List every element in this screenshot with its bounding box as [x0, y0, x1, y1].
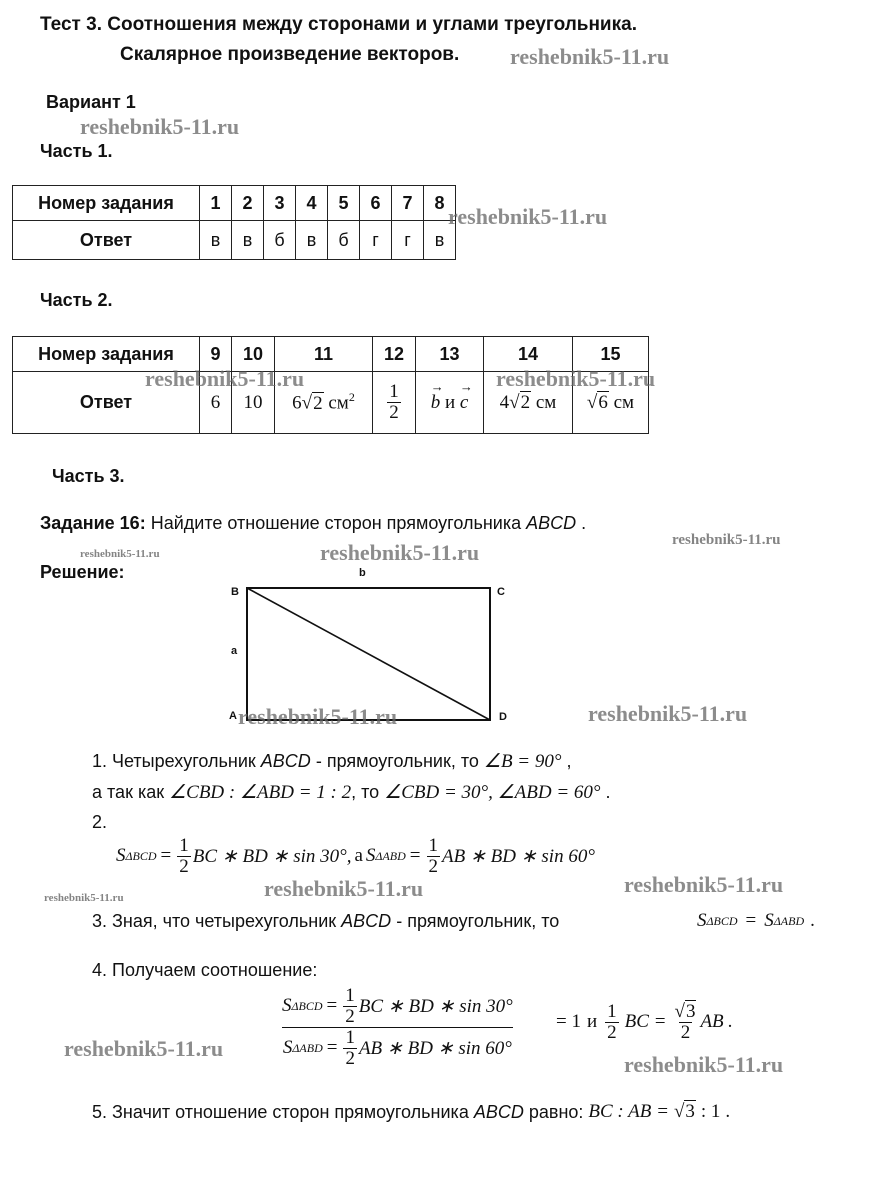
answer-cell: г: [392, 221, 424, 260]
solution-label: Решение:: [40, 562, 125, 582]
task-number: 6: [360, 186, 392, 221]
watermark: reshebnik5-11.ru: [496, 366, 656, 391]
task-number: 4: [296, 186, 328, 221]
table-header-cell: Номер задания: [13, 186, 200, 221]
answer-cell: г: [360, 221, 392, 260]
task-number: 12: [373, 337, 416, 372]
answer-cell: → b и → c: [416, 372, 484, 434]
step-2-formula: S ΔBCD = $\frac{1}{2}$ BC ∗ BD ∗ sin 30°, а S ΔABD = $\frac{1}{2}$ AB ∗ BD ∗ sin 60°: [116, 835, 595, 877]
answer-cell: 4√2 см: [484, 372, 573, 434]
watermark: reshebnik5-11.ru: [624, 1052, 784, 1077]
answer-cell: √6 см: [573, 372, 649, 434]
step-1-line-1: 1. Четырехугольник ABCD - прямоугольник, то ∠B = 90° ,: [92, 751, 572, 772]
part3-label: Часть 3.: [52, 466, 125, 486]
variant-label: Вариант 1: [46, 92, 136, 112]
task-number: 5: [328, 186, 360, 221]
task-number: 10: [232, 337, 275, 372]
step-3: 3. Зная, что четырехугольник ABCD - прямоугольник, то: [92, 911, 560, 931]
step-5: 5. Значит отношение сторон прямоугольника ABCD равно: BC : AB = √3 : 1 .: [92, 1101, 731, 1122]
watermark: reshebnik5-11.ru: [672, 532, 781, 548]
task-number: 14: [484, 337, 573, 372]
watermark: reshebnik5-11.ru: [448, 204, 608, 229]
answer-row-label: Ответ: [13, 221, 200, 260]
step-4-ratio: S ΔBCD = $\frac{1}{2}$ BC ∗ BD ∗ sin 30° S ΔABD = $\frac{1}{2}$ AB ∗ BD ∗ sin 60°: [282, 985, 513, 1069]
side-b-label: b: [359, 567, 366, 579]
watermark: reshebnik5-11.ru: [64, 1036, 224, 1061]
task-16: Задание 16: Найдите отношение сторон прямоугольника ABCD .: [40, 513, 587, 533]
answer-cell: б: [264, 221, 296, 260]
title-line-2: Скалярное произведение векторов.: [120, 44, 460, 65]
watermark: reshebnik5-11.ru: [264, 876, 424, 901]
watermark: reshebnik5-11.ru: [145, 366, 305, 391]
watermark: reshebnik5-11.ru: [238, 704, 398, 729]
watermark: reshebnik5-11.ru: [624, 872, 784, 897]
table-header-cell: Номер задания: [13, 337, 200, 372]
task-number: 2: [232, 186, 264, 221]
answer-cell: 6√2 $см^2$: [275, 372, 373, 434]
step-4: 4. Получаем соотношение:: [92, 960, 318, 980]
answer-cell: 6: [200, 372, 232, 434]
task-number: 13: [416, 337, 484, 372]
watermark: reshebnik5-11.ru: [80, 548, 160, 560]
step-1-line-2: а так как ∠CBD : ∠ABD = 1 : 2, то ∠CBD = 30°, ∠ABD = 60° .: [92, 782, 611, 803]
watermark: reshebnik5-11.ru: [80, 114, 240, 139]
task-number: 9: [200, 337, 232, 372]
vertex-c: C: [497, 586, 505, 598]
diagonal-bd: [247, 588, 490, 720]
answer-cell: в: [424, 221, 456, 260]
answer-row-label: Ответ: [13, 372, 200, 434]
vertex-b: B: [231, 586, 239, 598]
task-number: 3: [264, 186, 296, 221]
answer-cell: в: [200, 221, 232, 260]
task-number: 11: [275, 337, 373, 372]
answer-cell: б: [328, 221, 360, 260]
watermark: reshebnik5-11.ru: [588, 701, 748, 726]
step-4-result: = 1 и $\frac{1}{2}$ BC = $\frac{√3}{2}$ AB .: [556, 1001, 733, 1043]
watermark: reshebnik5-11.ru: [320, 540, 480, 565]
answer-cell: в: [232, 221, 264, 260]
side-a-label: a: [231, 645, 238, 657]
part1-label: Часть 1.: [40, 141, 113, 161]
watermark: reshebnik5-11.ru: [44, 892, 124, 904]
task-number: 8: [424, 186, 456, 221]
vertex-d: D: [499, 711, 507, 723]
answer-cell: в: [296, 221, 328, 260]
watermark: reshebnik5-11.ru: [510, 44, 670, 69]
fraction: $\frac{1}{2}$: [389, 381, 399, 423]
answer-cell: 10: [232, 372, 275, 434]
step-3-formula: S ΔBCD = S ΔABD .: [697, 910, 815, 931]
title-line-1: Тест 3. Соотношения между сторонами и углами треугольника.: [40, 14, 637, 35]
task-number: 7: [392, 186, 424, 221]
task-number: 1: [200, 186, 232, 221]
task-number: 15: [573, 337, 649, 372]
step-2-label: 2.: [92, 812, 108, 832]
vertex-a: A: [229, 710, 237, 722]
part2-label: Часть 2.: [40, 290, 113, 310]
